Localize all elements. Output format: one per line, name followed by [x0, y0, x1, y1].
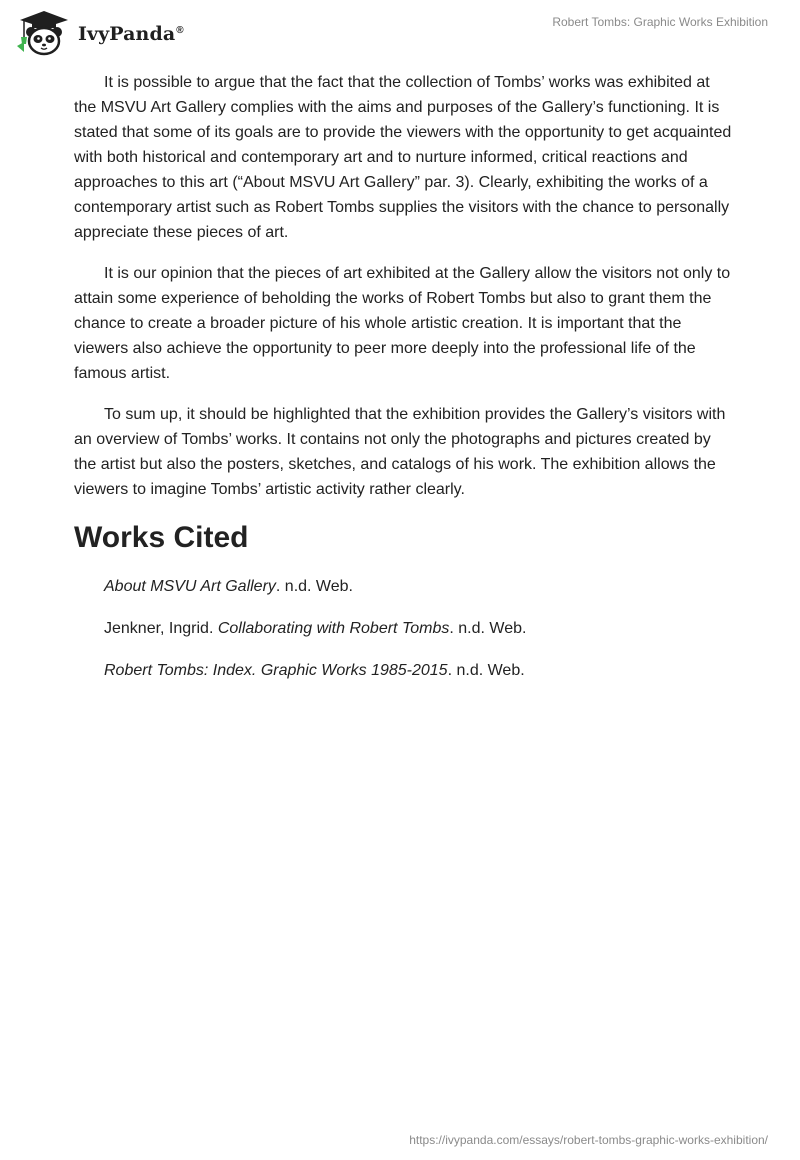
document-title: Robert Tombs: Graphic Works Exhibition — [552, 15, 768, 29]
essay-content — [74, 70, 734, 700]
body-paragraph: It is possible to argue that the fact that the collection of Tombs’ works was exhibited at the MSVU Art Gallery complies with the aims and purposes of the Gallery’s functioning. It is stated that some of its goals are to provide the viewers with the opportunity to get acquainted with both historical and contemporary art and to nurture informed, critical reactions and approaches to this art (“About MSVU Art Gallery” par. 3). Clearly, exhibiting the works of a contemporary artist such as Robert Tombs supplies the visitors with the chance to personally appreciate these pieces of art. — [74, 74, 732, 241]
works-cited-list — [74, 574, 734, 683]
source-url-link[interactable]: https://ivypanda.com/essays/robert-tombs-graphic-works-exhibition/ — [409, 1133, 768, 1147]
works-cited-heading: Works Cited — [74, 521, 249, 554]
citation-entry: Robert Tombs: Index. Graphic Works 1985-2015. n.d. Web. — [104, 662, 525, 679]
body-paragraph: It is our opinion that the pieces of art exhibited at the Gallery allow the visitors not only to attain some experience of beholding the works of Robert Tombs but also to grant them the chance to create a broader picture of his whole artistic creation. It is important that the viewers also achieve the opportunity to peer more deeply into the professional life of the famous artist. — [74, 265, 731, 382]
citation-title: About MSVU Art Gallery — [104, 578, 276, 595]
citation-title: Collaborating with Robert Tombs — [217, 620, 450, 637]
body-paragraph: To sum up, it should be highlighted that the exhibition provides the Gallery’s visitors with an overview of Tombs’ works. It contains not only the photographs and pictures created by the artist but also the posters, sketches, and catalogs of his work. The exhibition allows the viewers to imagine Tombs’ artistic activity rather clearly. — [74, 406, 726, 498]
panda-mascot-icon — [14, 8, 72, 58]
ivypanda-logo[interactable] — [14, 8, 184, 58]
logo-wordmark: IvyPanda® — [78, 23, 184, 45]
page-header — [0, 0, 800, 64]
citation-entry: About MSVU Art Gallery. n.d. Web. — [104, 578, 353, 595]
citation-title: Robert Tombs: Index. Graphic Works 1985-2015 — [104, 662, 448, 679]
citation-entry: Jenkner, Ingrid. Collaborating with Robert Tombs. n.d. Web. — [104, 620, 527, 637]
